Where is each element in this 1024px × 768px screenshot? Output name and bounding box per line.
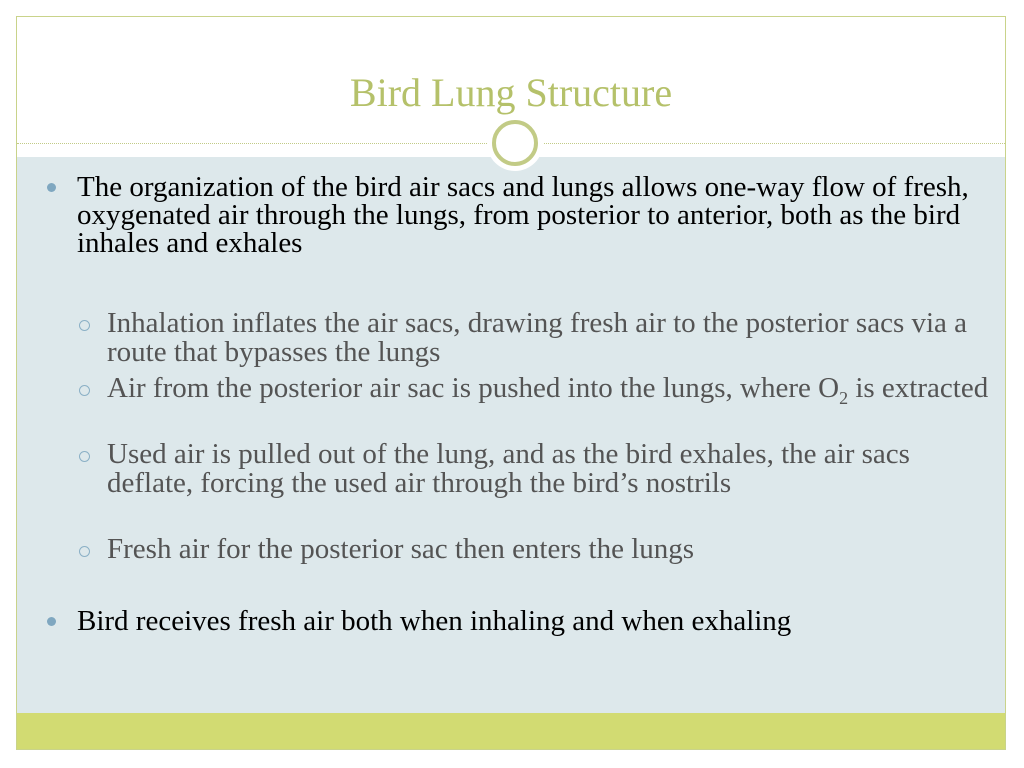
slide-frame	[16, 16, 1006, 750]
sub-bullet-ring-icon	[79, 546, 90, 557]
content-panel	[17, 157, 1005, 713]
sub-bullet-text-part: is extracted	[848, 372, 989, 404]
divider-ornament	[487, 115, 543, 171]
bullet-text: The organization of the bird air sacs and lungs allows one-way flow of fresh, oxygenated air through the lungs, from posterior to anterior, both as the bird inhales and exhales	[77, 171, 969, 259]
sub-bullet-ring-icon	[79, 320, 90, 331]
sub-bullet-item	[107, 440, 997, 498]
sub-bullet-item	[107, 535, 997, 564]
sub-bullet-ring-icon	[79, 385, 90, 396]
sub-bullet-text: Used air is pulled out of the lung, and as the bird exhales, the air sacs deflate, forcing the used air through the bird’s nostrils	[107, 438, 910, 499]
sub-bullet-item	[107, 372, 997, 408]
sub-bullet-text-part: Air from the posterior air sac is pushed into the lungs, where O	[107, 372, 840, 404]
circle-ornament-icon	[492, 120, 538, 166]
slide-title: Bird Lung Structure	[349, 70, 673, 115]
bullet-dot-icon	[47, 183, 56, 192]
sub-bullet-ring-icon	[79, 451, 90, 462]
subscript: 2	[839, 387, 849, 408]
sub-bullet-text: Inhalation inflates the air sacs, drawing fresh air to the posterior sacs via a route that bypasses the lungs	[107, 307, 968, 368]
footer-band	[17, 713, 1005, 749]
sub-bullet-text: Fresh air for the posterior sac then enters the lungs	[107, 533, 695, 565]
sub-bullet-item	[107, 309, 997, 367]
bullet-dot-icon	[47, 617, 56, 626]
bullet-text: Bird receives fresh air both when inhaling and when exhaling	[77, 605, 792, 637]
bullet-item	[77, 607, 989, 635]
bullet-item	[77, 173, 989, 257]
